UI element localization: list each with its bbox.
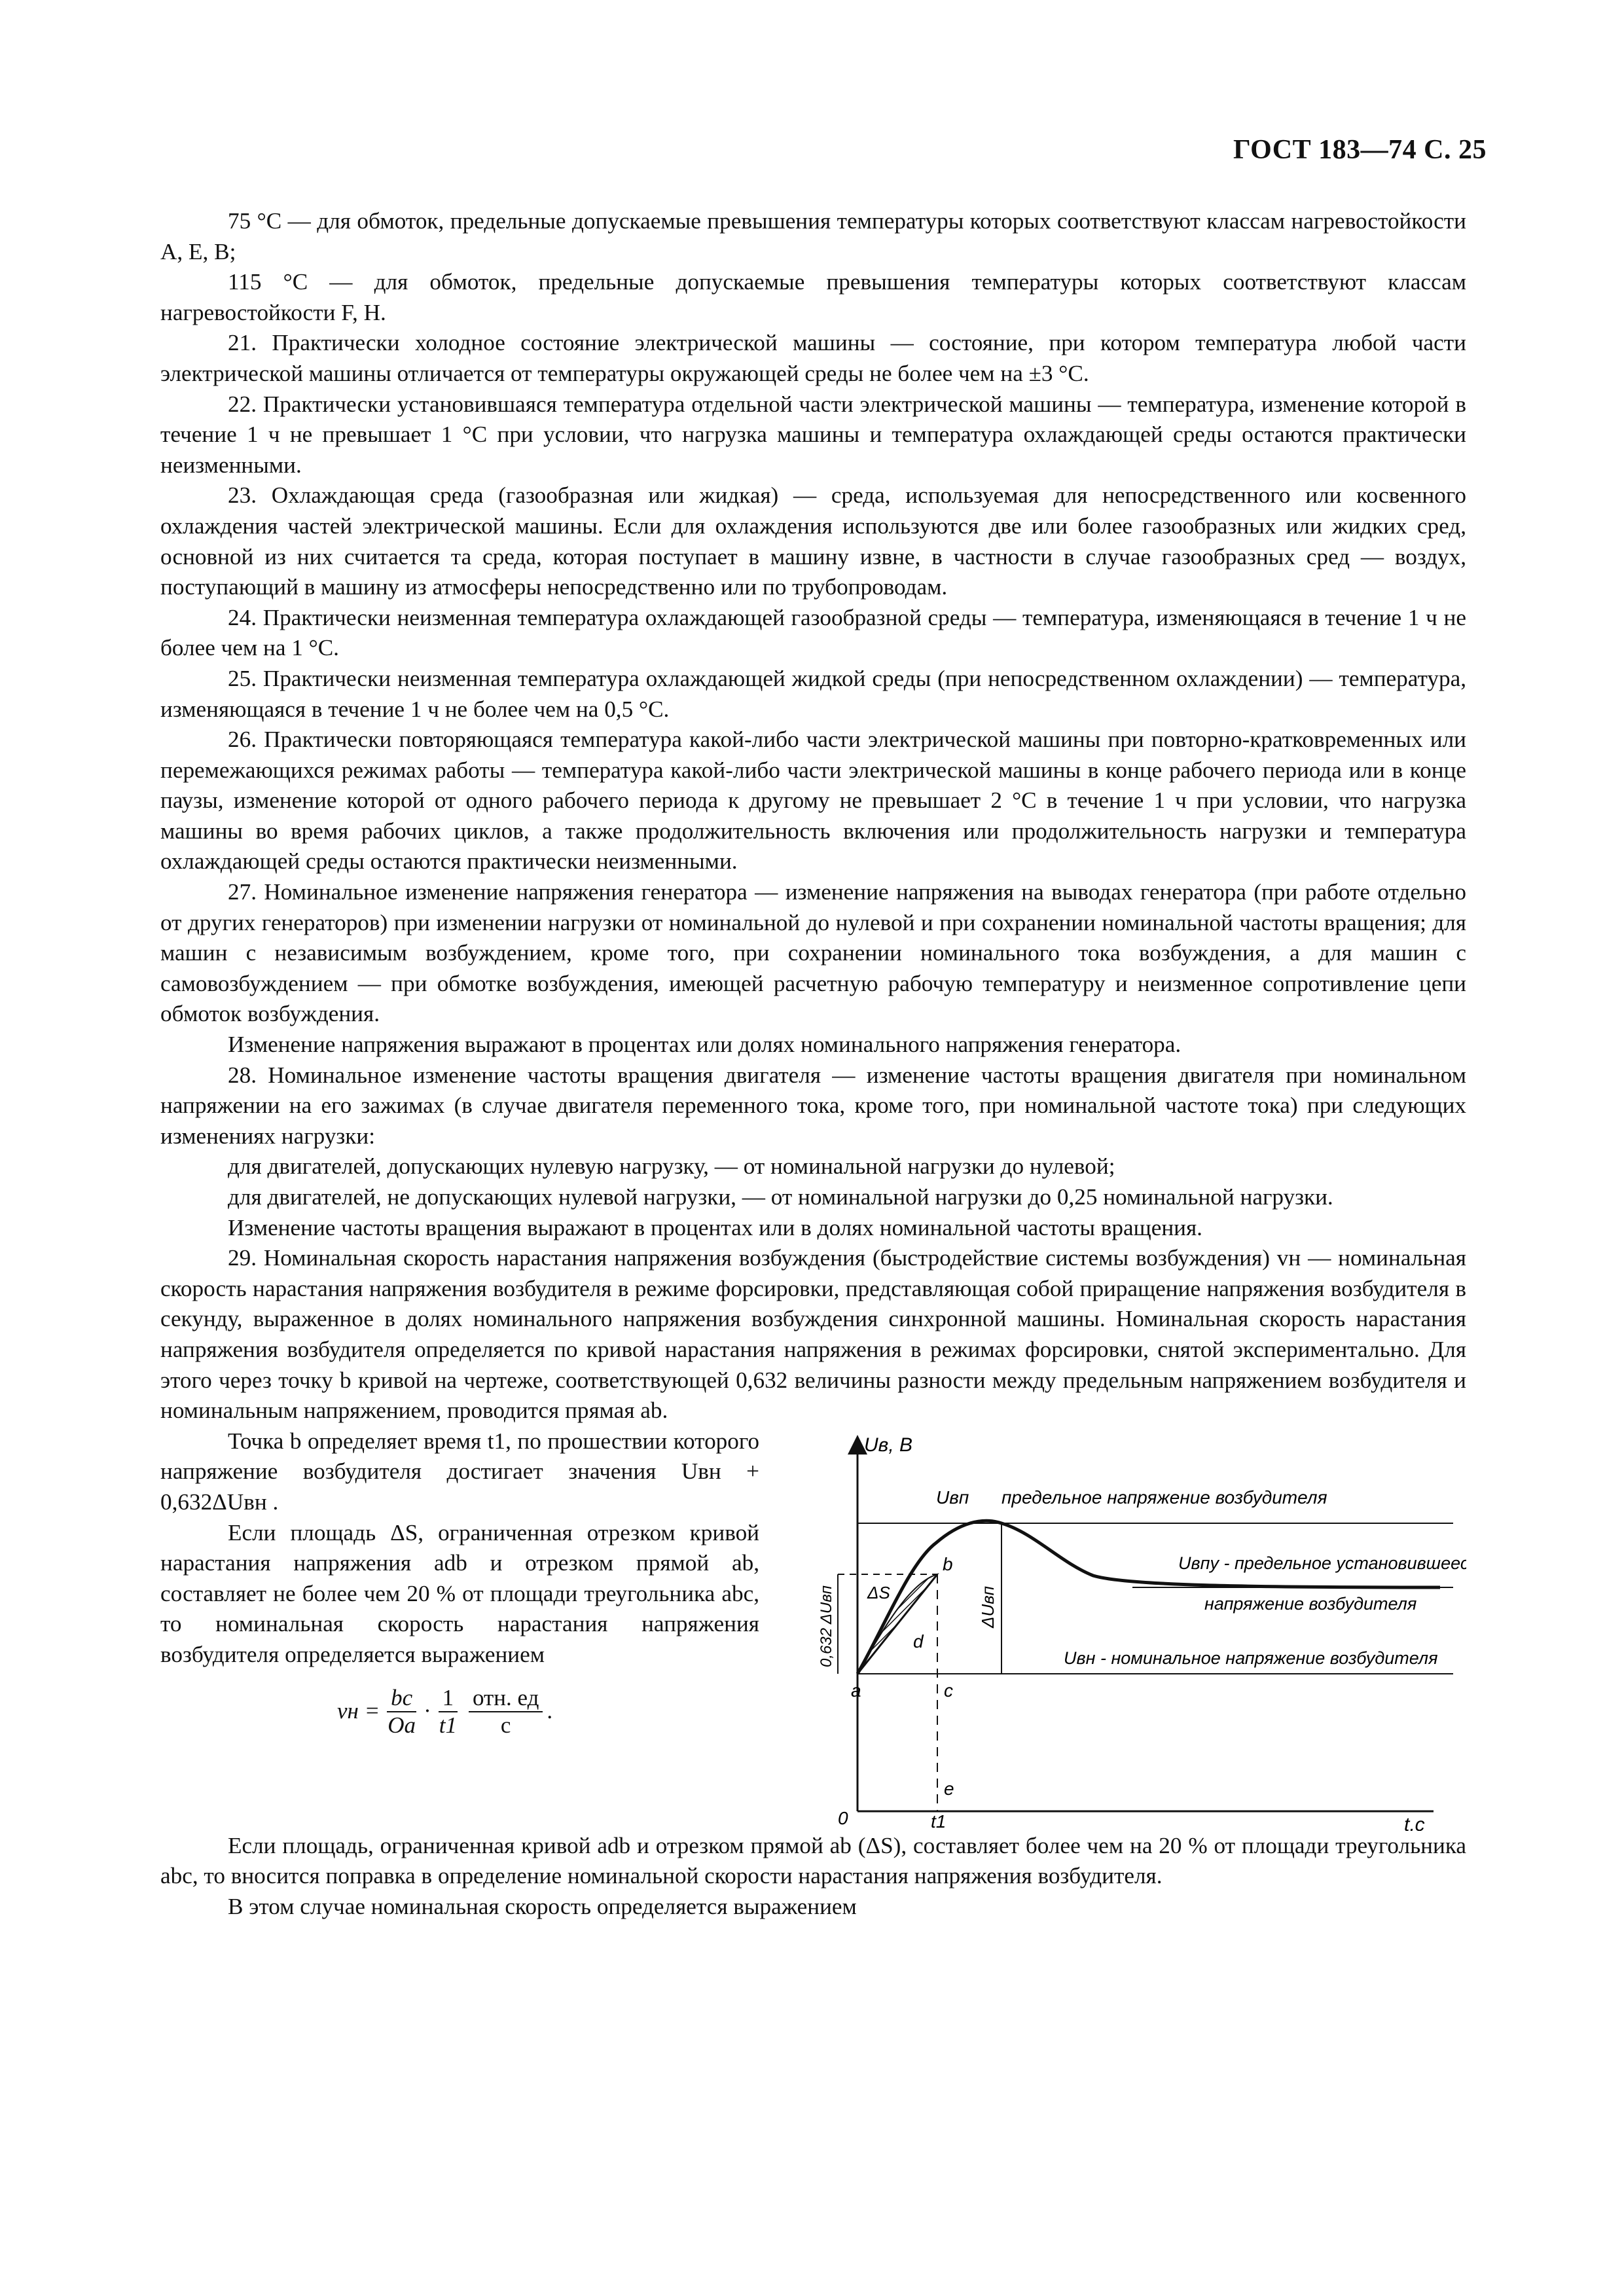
multiply-dot: · <box>424 1698 431 1724</box>
uvn-label: Uвн - номинальное напряжение возбудителя <box>1064 1648 1438 1668</box>
paragraph: Изменение частоты вращения выражают в процентах или в долях номинальной частоты вращения. <box>228 1214 1202 1240</box>
uvp-description: предельное напряжение возбудителя <box>1001 1487 1327 1508</box>
paragraph: Точка b определяет время t1, по прошествии которого напряжение возбудителя достигает значения Uвн + 0,632ΔUвн . <box>160 1428 759 1515</box>
paragraph: 24. Практически неизменная температура охлаждающей газообразной среды — температура, изменяющаяся в течение 1 ч не более чем на 1 °С. <box>160 604 1466 661</box>
t1-label: t1 <box>931 1811 947 1831</box>
paragraph: для двигателей, допускающих нулевую нагрузку, — от номинальной нагрузки до нулевой; <box>228 1153 1115 1180</box>
paragraph: 27. Номинальное изменение напряжения генератора — изменение напряжения на выводах генератора (при работе отдельно от других генераторов) при изменении нагрузки от номинальной до нулевой и при сохранении номинальной частоты вращения; для машин с независимым возбуждением, кроме того, при сохранении номинального тока возбуждения, а для машин с самовозбуждением — при обмотке возбуждения, имеющей расчетную рабочую температуру и неизменное сопротивление цепи обмоток возбуждения. <box>160 879 1466 1027</box>
paragraph: В этом случае номинальная скорость определяется выражением <box>228 1893 857 1919</box>
delta-s-label: ΔS <box>867 1582 890 1602</box>
voltage-rise-figure <box>785 1432 1466 1831</box>
paragraph: 22. Практически установившаяся температура отдельной части электрической машины — температура, изменение которой в течение 1 ч не превышает 1 °С при условии, что нагрузка машины и температура охлаждающей среды остаются практически неизменными. <box>160 391 1466 478</box>
fraction-numerator: bc <box>387 1685 416 1712</box>
paragraph: для двигателей, не допускающих нулевой нагрузки, — от номинальной нагрузки до 0,25 номинальной нагрузки. <box>228 1184 1333 1210</box>
paragraph: 29. Номинальная скорость нарастания напряжения возбуждения (быстродействие системы возбуждения) vн — номинальная скорость нарастания напряжения возбудителя в режиме форсировки, представляющая собой приращение напряжения возбудителя в секунду, выраженное в долях номинального напряжения возбуждения синхронной машины. Номинальная скорость нарастания напряжения возбудителя определяется по кривой нарастания напряжения в режимах форсировки, снятой экспериментально. Для этого через точку b кривой на чертеже, соответствующей 0,632 величины разности между предельным напряжением возбудителя и номинальным напряжением, проводится прямая ab. <box>160 1245 1466 1424</box>
paragraph: 26. Практически повторяющаяся температура какой-либо части электрической машины при повторно-кратковременных или перемежающихся режимах работы — температура какой-либо части электрической машины в конце рабочего периода или в конце паузы, изменение которой от одного рабочего периода к другому не превышает 2 °С в течение 1 ч при условии, что нагрузка машины во время рабочих циклов, а также продолжительность включения или продолжительность нагрузки и температура охлаждающей среды остаются практически неизменными. <box>160 727 1466 875</box>
uvpu-label: Uвпу - предельное установившееся <box>1178 1553 1466 1573</box>
point-d-label: d <box>913 1631 924 1652</box>
fraction-1-t1 <box>435 1685 461 1739</box>
formula <box>337 1685 759 1739</box>
paragraph: 115 °С — для обмоток, предельные допускаемые превышения температуры которых соответствуют классам нагревостойкости F, Н. <box>160 269 1466 325</box>
point-e-label: e <box>944 1778 954 1799</box>
fraction-denominator: с <box>500 1712 511 1738</box>
paragraph: 21. Практически холодное состояние электрической машины — состояние, при котором температура любой части электрической машины отличается от температуры окружающей среды не более чем на ±3 °С. <box>160 330 1466 386</box>
figure-svg <box>785 1432 1466 1831</box>
fraction-units <box>469 1685 543 1739</box>
paragraph: Изменение напряжения выражают в процентах или долях номинального напряжения генератора. <box>228 1032 1182 1058</box>
uvp-symbol: Uвп <box>936 1487 969 1508</box>
page-header: ГОСТ 183—74 С. 25 <box>1233 135 1487 165</box>
point-b-label: b <box>943 1553 953 1574</box>
paragraph: 25. Практически неизменная температура охлаждающей жидкой среды (при непосредственном охлаждении) — температура, изменяющаяся в течение 1 ч не более чем на 0,5 °С. <box>160 665 1466 722</box>
point-c-label: c <box>944 1680 953 1701</box>
paragraph: 28. Номинальное изменение частоты вращения двигателя — изменение частоты вращения двигателя при номинальном напряжении на его зажимах (в случае двигателя переменного тока, кроме того, при номинальной частоте тока) при следующих изменениях нагрузки: <box>160 1062 1466 1149</box>
y-axis-label: Uв, В <box>864 1434 913 1456</box>
two-column-section <box>160 1426 1466 1831</box>
paragraph: 23. Охлаждающая среда (газообразная или жидкая) — среда, используемая для непосредственного или косвенного охлаждения частей электрической машины. Если для охлаждения используются две или более газообразных или жидких сред, основной из них считается та среда, которая поступает в машину извне, в частности в случае газообразных сред — воздух, поступающий в машину из атмосферы непосредственно или по трубопроводам. <box>160 482 1466 600</box>
fraction-numerator: 1 <box>439 1685 458 1712</box>
paragraph: Если площадь, ограниченная кривой adb и отрезком прямой ab (ΔS), составляет более чем на 20 % от площади треугольника abc, то вносится поправка в определение номинальной скорости нарастания напряжения возбудителя. <box>160 1832 1466 1889</box>
document-body <box>160 206 1466 1923</box>
fraction-numerator: отн. ед <box>469 1685 543 1712</box>
point-a-label: a <box>851 1680 861 1701</box>
formula-lhs: vн = <box>337 1698 380 1724</box>
delta-uvp-label: ΔUвп <box>978 1585 998 1628</box>
label-0632-delta-uvp: 0,632 ΔUвп <box>818 1585 835 1667</box>
left-column <box>160 1426 759 1831</box>
uvpu-label-line2: напряжение возбудителя <box>1204 1593 1417 1614</box>
fraction-denominator: Oa <box>388 1712 416 1738</box>
fraction-denominator: t1 <box>439 1712 457 1738</box>
paragraph: 75 °С — для обмоток, предельные допускаемые превышения температуры которых соответствуют классам нагревостойкости А, Е, В; <box>160 208 1466 264</box>
origin-label: 0 <box>838 1807 848 1828</box>
paragraph: Если площадь ΔS, ограниченная отрезком кривой нарастания напряжения adb и отрезком прямой ab, составляет не более чем 20 % от площади треугольника abc, то номинальная скорость нарастания напряжения возбудителя определяется выражением <box>160 1519 759 1667</box>
fraction-bc-oa <box>384 1685 420 1739</box>
formula-end: . <box>547 1698 553 1724</box>
x-axis-label: t,с <box>1404 1813 1425 1831</box>
